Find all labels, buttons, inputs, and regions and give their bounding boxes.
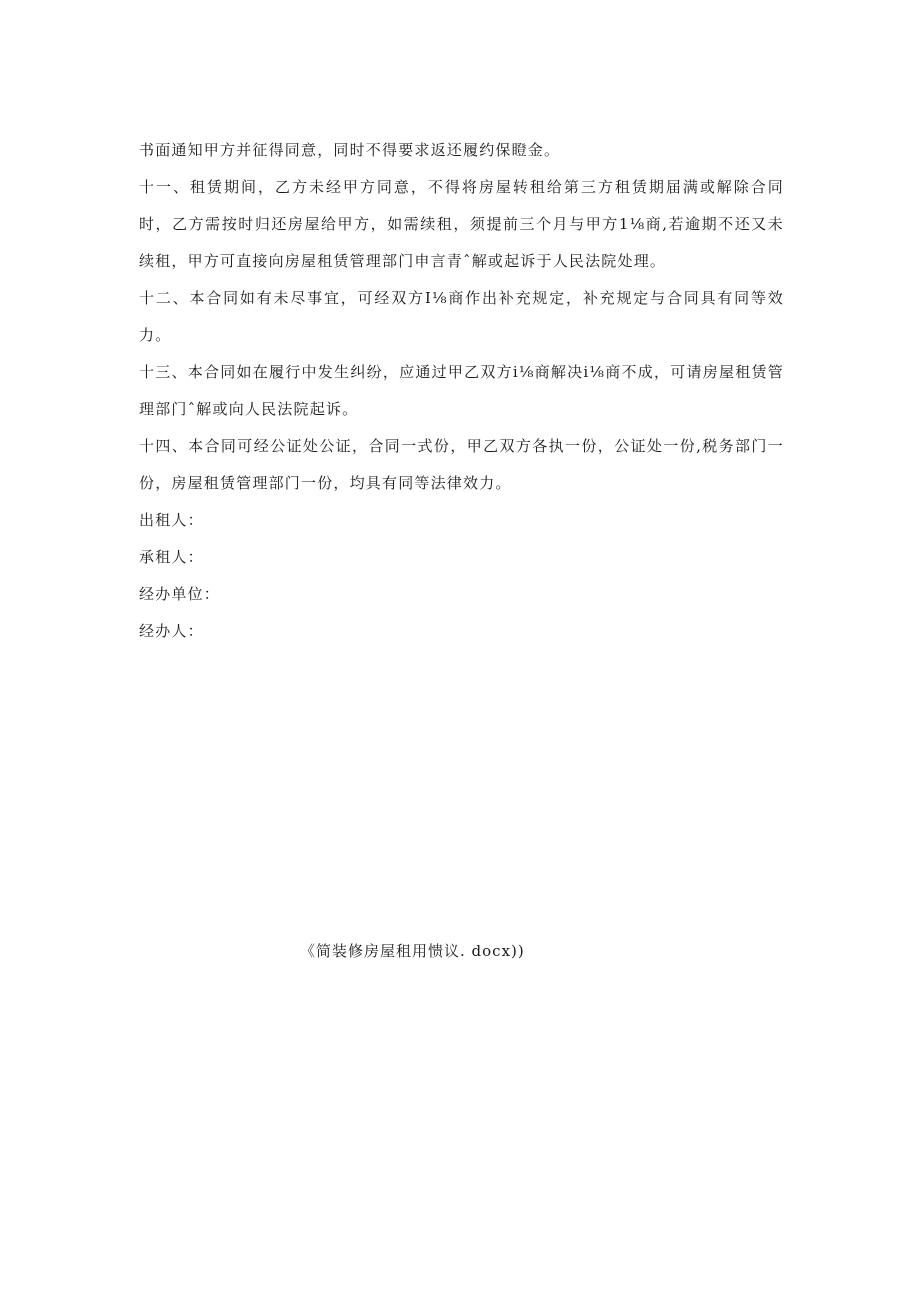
document-footer-title: 《简装修房屋租用愦议. docx)): [300, 942, 525, 960]
clause-12: 十二、本合同如有未尽事宜，可经双方I⅛商作出补充规定，补充规定与合同具有同等效力。: [139, 289, 784, 344]
contract-body: [139, 132, 784, 650]
handler-line: 经办人：: [139, 622, 204, 640]
paragraph-notice: 书面通知甲方并征得同意，同时不得要求返还履约保瞪金。: [139, 141, 561, 159]
clause-13: 十三、本合同如在履行中发生纠纷，应通过甲乙双方i⅛商解决i⅛商不成，可请房屋租赁管理部门ˆ解或向人民法院起诉。: [139, 363, 784, 418]
clause-14: 十四、本合同可经公证处公证，合同一式份，甲乙双方各执一份，公证处一份,税务部门一份，房屋租赁管理部门一份，均具有同等法律效力。: [139, 437, 784, 492]
agency-line: 经办单位：: [139, 585, 221, 603]
lessee-line: 承租人：: [139, 548, 204, 566]
clause-11: 十一、租赁期间，乙方未经甲方同意，不得将房屋转租给第三方租赁期届满或解除合同时，乙方需按时归还房屋给甲方，如需续租，须提前三个月与甲方1⅛商,若逾期不还又未续租，甲方可直接向房屋租赁管理部门申言青ˆ解或起诉于人民法院处理。: [139, 178, 784, 270]
lessor-line: 出租人：: [139, 511, 204, 529]
